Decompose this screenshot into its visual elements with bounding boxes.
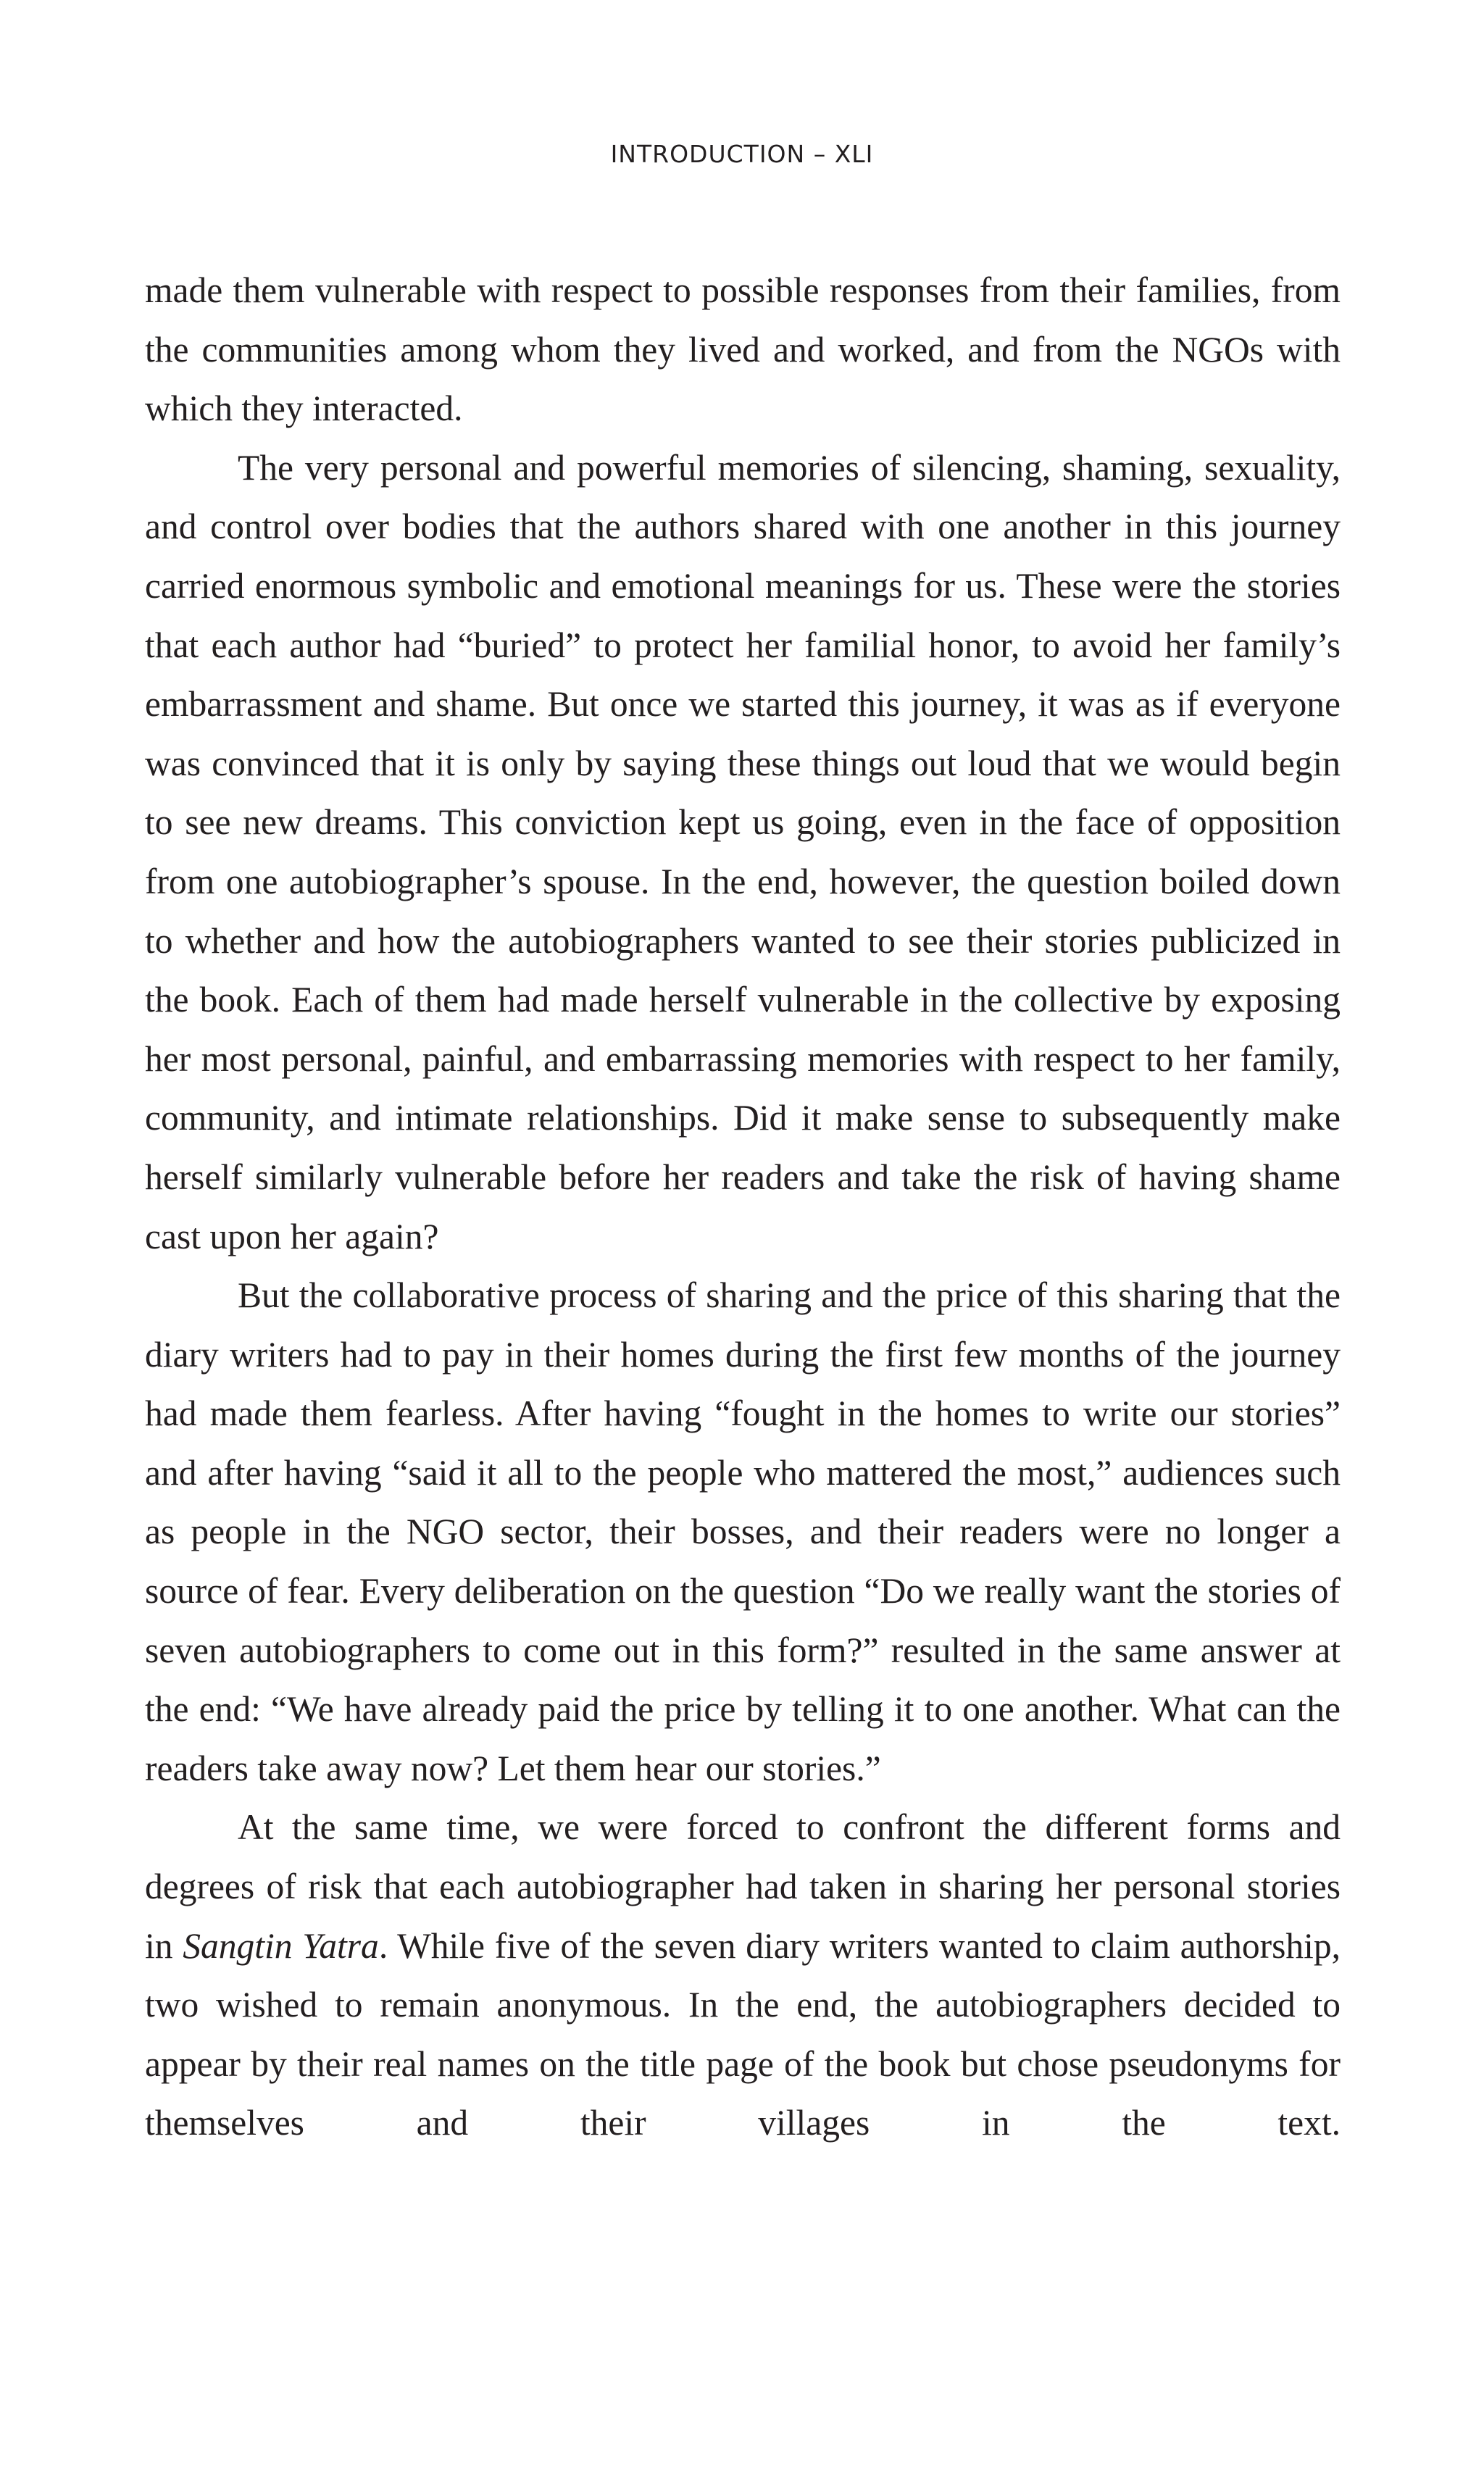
book-title-sangtin-yatra: Sangtin Yatra xyxy=(183,1925,379,1966)
paragraph-3: But the collaborative process of sharing and the price of this sharing that the diary writers had to pay in their homes during the first few months of the journey had made them fearless. After having “fought in the homes to write our stories” and after having “said it all to the people who mattered the most,” audiences such as people in the NGO sector, their bosses, and their readers were no longer a source of fear. Every deliberation on the question “Do we really want the stories of seven autobiographers to come out in this form?” resulted in the same answer at the end: “We have already paid the price by telling it to one another. What can the readers take away now? Let them hear our stories.” xyxy=(145,1275,1341,1788)
paragraph-4 xyxy=(145,1798,1341,2153)
paragraph-4-start: At the same time, we were forced to confront the different forms and degrees of risk that each autobiographer had taken in sharing her personal stories in xyxy=(145,1807,1341,1966)
paragraph-4-end: . While five of the seven diary writers wanted to claim authorship, two wished to remain anonymous. In the end, the autobiographers decided to appear by their real names on the title page of the book but chose pseudonyms for themselves and their villages in the text. xyxy=(145,1925,1341,2143)
running-head: INTRODUCTION – XLI xyxy=(610,140,874,168)
body-text xyxy=(145,261,1341,2153)
paragraph-1: made them vulnerable with respect to possible responses from their families, from the communities among whom they lived and worked, and from the NGOs with which they interacted. xyxy=(145,270,1341,429)
paragraph-2: The very personal and powerful memories of silencing, shaming, sexuality, and control over bodies that the authors shared with one another in this journey carried enormous symbolic and emotional meanings for us. These were the stories that each author had “buried” to protect her familial honor, to avoid her family’s embarrassment and shame. But once we started this journey, it was as if everyone was convinced that it is only by saying these things out loud that we would begin to see new dreams. This conviction kept us going, even in the face of opposition from one autobiographer’s spouse. In the end, however, the question boiled down to whether and how the autobiographers wanted to see their stories publicized in the book. Each of them had made herself vulnerable in the collective by exposing her most personal, painful, and embarrassing memories with respect to her family, community, and intimate relationships. Did it make sense to subsequently make herself similarly vulnerable before her readers and take the risk of having shame cast upon her again? xyxy=(145,447,1341,1256)
